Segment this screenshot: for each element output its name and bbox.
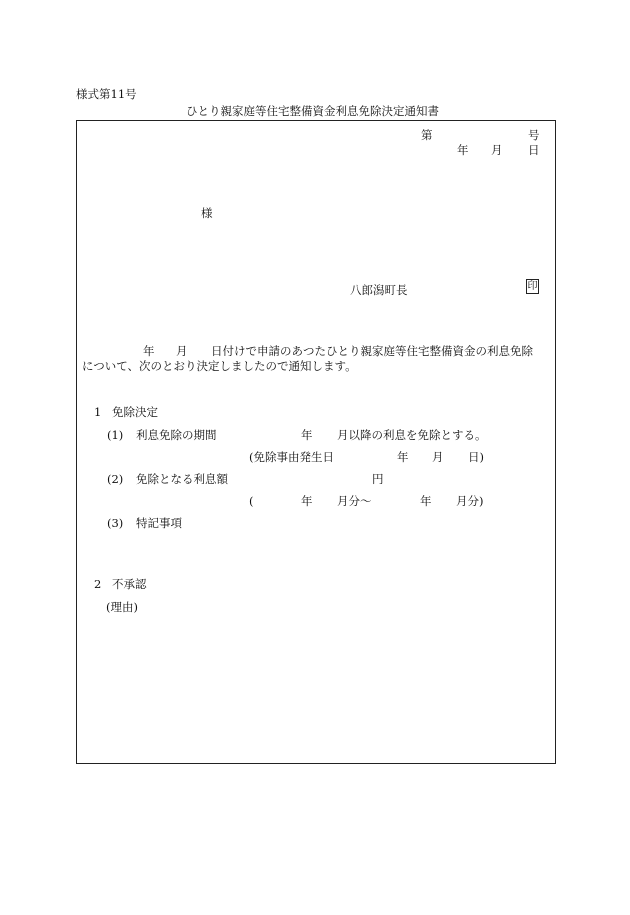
item2-year1: 年 [301, 494, 313, 508]
body-year: 年 [143, 344, 155, 358]
date-year: 年 [457, 143, 469, 157]
body-line1: 日付けで申請のあつたひとり親家庭等住宅整備資金の利息免除 [211, 344, 533, 358]
item2-month1: 月分〜 [337, 494, 372, 508]
item3-label: 特記事項 [136, 516, 182, 530]
document-frame [76, 120, 556, 764]
doc-number-suffix: 号 [528, 128, 540, 142]
section2-number: 2 [94, 577, 102, 591]
item1-year: 年 [301, 428, 313, 442]
item1-reason-year: 年 [397, 450, 409, 464]
section1-number: 1 [94, 405, 102, 419]
item2-number: (2) [107, 472, 124, 486]
item2-paren-open: ( [249, 494, 254, 508]
item1-reason-month: 月 [432, 450, 444, 464]
item2-month2: 月分) [456, 494, 484, 508]
item1-number: (1) [107, 428, 124, 442]
form-number: 様式第11号 [76, 87, 137, 101]
doc-number-prefix: 第 [421, 128, 433, 142]
seal-mark: 印 [527, 281, 538, 292]
issuer-name: 八郎潟町長 [350, 283, 408, 297]
item1-reason-open: (免除事由発生日 [249, 450, 334, 464]
addressee-suffix: 様 [201, 206, 213, 220]
body-month: 月 [176, 344, 188, 358]
item2-year2: 年 [420, 494, 432, 508]
section2-reason: (理由) [106, 600, 138, 614]
item2-label: 免除となる利息額 [136, 472, 228, 486]
date-day: 日 [528, 143, 540, 157]
section2-heading: 不承認 [112, 577, 147, 591]
item1-label: 利息免除の期間 [136, 428, 217, 442]
document-title: ひとり親家庭等住宅整備資金利息免除決定通知書 [186, 104, 439, 118]
item1-reason-close: 日) [468, 450, 484, 464]
item2-yen: 円 [372, 472, 384, 486]
body-line2: について、次のとおり決定しましたので通知します。 [82, 359, 357, 373]
item3-number: (3) [107, 516, 124, 530]
date-month: 月 [491, 143, 503, 157]
item1-rest: 月以降の利息を免除とする。 [337, 428, 487, 442]
section1-heading: 免除決定 [112, 405, 158, 419]
